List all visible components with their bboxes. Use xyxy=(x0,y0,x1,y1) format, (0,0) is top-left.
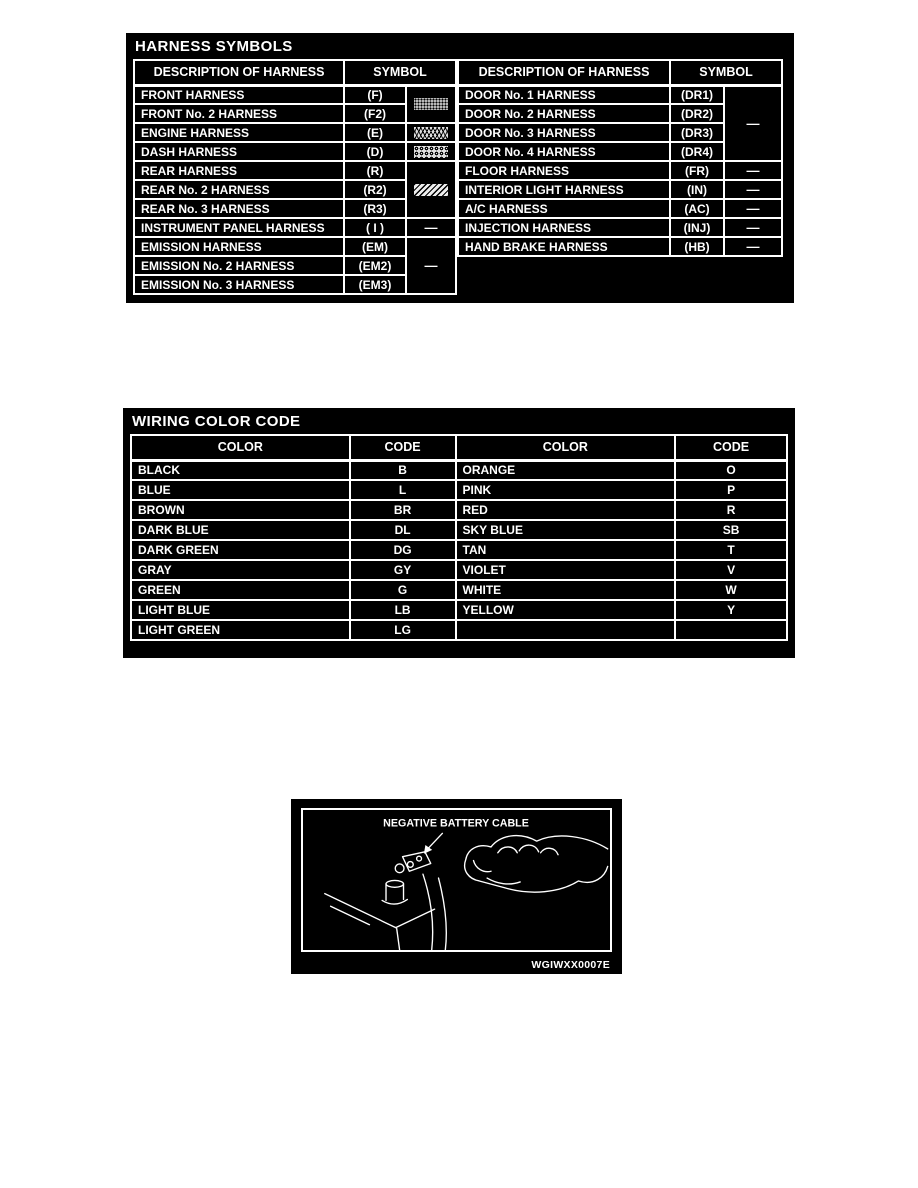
code-cell: V xyxy=(675,560,787,580)
code-cell: (EM) xyxy=(344,237,406,256)
figure-code: WGIWXX0007E xyxy=(531,959,610,971)
table-row xyxy=(131,500,787,520)
code-cell: (HB) xyxy=(670,237,724,256)
symbol-cell xyxy=(406,123,456,142)
symbol-cell xyxy=(406,85,456,123)
code-cell: (D) xyxy=(344,142,406,161)
cable-terminal xyxy=(395,852,430,873)
table-row xyxy=(131,540,787,560)
table-row xyxy=(458,85,782,104)
color-cell: LIGHT BLUE xyxy=(131,600,350,620)
code-cell: P xyxy=(675,480,787,500)
desc-cell: DASH HARNESS xyxy=(134,142,344,161)
harness-symbols-panel xyxy=(126,33,794,303)
hand-drawing xyxy=(465,836,608,893)
code-cell: (DR1) xyxy=(670,85,724,104)
desc-cell: INJECTION HARNESS xyxy=(458,218,670,237)
code-cell: O xyxy=(675,460,787,480)
figure-label: NEGATIVE BATTERY CABLE xyxy=(383,817,529,830)
code-cell: (R2) xyxy=(344,180,406,199)
table-row xyxy=(134,123,456,142)
desc-cell: ENGINE HARNESS xyxy=(134,123,344,142)
color-cell: ORANGE xyxy=(456,460,676,480)
color-cell: TAN xyxy=(456,540,676,560)
code-header: CODE xyxy=(675,435,787,460)
code-header: CODE xyxy=(350,435,456,460)
code-cell: LG xyxy=(350,620,456,640)
desc-cell: DOOR No. 4 HARNESS xyxy=(458,142,670,161)
speckle-hatch-icon xyxy=(414,98,448,110)
harness-symbols-title: HARNESS SYMBOLS xyxy=(135,38,293,55)
header-row xyxy=(131,435,787,460)
color-cell: BLACK xyxy=(131,460,350,480)
code-cell: (DR2) xyxy=(670,104,724,123)
cable-lines xyxy=(423,874,446,950)
code-cell: (IN) xyxy=(670,180,724,199)
table-row xyxy=(131,560,787,580)
table-row xyxy=(134,161,456,180)
symbol-header: SYMBOL xyxy=(670,60,782,85)
color-cell: SKY BLUE xyxy=(456,520,676,540)
table-row xyxy=(131,580,787,600)
desc-cell: FRONT No. 2 HARNESS xyxy=(134,104,344,123)
code-cell: ( I ) xyxy=(344,218,406,237)
symbol-cell: — xyxy=(724,180,782,199)
wiring-color-code-tables xyxy=(123,434,795,648)
harness-symbols-tables xyxy=(126,59,794,302)
table-row xyxy=(458,237,782,256)
symbol-cell: — xyxy=(724,218,782,237)
desc-cell: REAR No. 2 HARNESS xyxy=(134,180,344,199)
symbol-cell: — xyxy=(406,218,456,237)
code-cell: (FR) xyxy=(670,161,724,180)
code-cell: Y xyxy=(675,600,787,620)
desc-cell: DOOR No. 2 HARNESS xyxy=(458,104,670,123)
color-cell: BROWN xyxy=(131,500,350,520)
negative-battery-cable-illustration xyxy=(303,810,610,950)
symbol-cell: — xyxy=(724,161,782,180)
label-arrow-icon xyxy=(424,833,442,853)
desc-cell: REAR No. 3 HARNESS xyxy=(134,199,344,218)
empty-cell xyxy=(456,620,676,640)
desc-cell: HAND BRAKE HARNESS xyxy=(458,237,670,256)
color-cell: YELLOW xyxy=(456,600,676,620)
table-row xyxy=(134,237,456,256)
table-row xyxy=(131,520,787,540)
header-row xyxy=(458,60,782,85)
color-cell: DARK BLUE xyxy=(131,520,350,540)
code-cell: (DR4) xyxy=(670,142,724,161)
code-cell: LB xyxy=(350,600,456,620)
wiring-color-code-panel xyxy=(123,408,795,658)
color-cell: VIOLET xyxy=(456,560,676,580)
desc-cell: REAR HARNESS xyxy=(134,161,344,180)
code-cell: L xyxy=(350,480,456,500)
code-cell: BR xyxy=(350,500,456,520)
code-cell: (F2) xyxy=(344,104,406,123)
desc-cell: FRONT HARNESS xyxy=(134,85,344,104)
desc-cell: EMISSION HARNESS xyxy=(134,237,344,256)
code-cell: GY xyxy=(350,560,456,580)
code-cell: (R3) xyxy=(344,199,406,218)
code-cell: (EM3) xyxy=(344,275,406,294)
empty-cell xyxy=(675,620,787,640)
cross-hatch-icon xyxy=(414,127,448,139)
table-row xyxy=(134,218,456,237)
code-cell: SB xyxy=(675,520,787,540)
desc-cell: FLOOR HARNESS xyxy=(458,161,670,180)
color-header: COLOR xyxy=(131,435,350,460)
color-header: COLOR xyxy=(456,435,676,460)
description-header: DESCRIPTION OF HARNESS xyxy=(134,60,344,85)
symbol-header: SYMBOL xyxy=(344,60,456,85)
color-cell: RED xyxy=(456,500,676,520)
table-row xyxy=(131,460,787,480)
table-row xyxy=(458,199,782,218)
code-cell: (E) xyxy=(344,123,406,142)
code-cell: DG xyxy=(350,540,456,560)
color-cell: LIGHT GREEN xyxy=(131,620,350,640)
table-row xyxy=(131,600,787,620)
figure-frame xyxy=(301,808,612,952)
code-cell: (R) xyxy=(344,161,406,180)
table-row xyxy=(131,620,787,640)
table-row xyxy=(458,161,782,180)
color-cell: BLUE xyxy=(131,480,350,500)
desc-cell: A/C HARNESS xyxy=(458,199,670,218)
wiring-color-code-title: WIRING COLOR CODE xyxy=(132,413,301,430)
symbol-cell: — xyxy=(724,199,782,218)
harness-table-left xyxy=(133,59,457,295)
code-cell: W xyxy=(675,580,787,600)
code-cell: (AC) xyxy=(670,199,724,218)
table-row xyxy=(458,218,782,237)
desc-cell: DOOR No. 3 HARNESS xyxy=(458,123,670,142)
symbol-cell xyxy=(406,161,456,218)
code-cell: DL xyxy=(350,520,456,540)
code-cell: (INJ) xyxy=(670,218,724,237)
color-cell: DARK GREEN xyxy=(131,540,350,560)
code-cell: (EM2) xyxy=(344,256,406,275)
description-header: DESCRIPTION OF HARNESS xyxy=(458,60,670,85)
table-row xyxy=(458,180,782,199)
symbol-cell xyxy=(406,142,456,161)
table-row xyxy=(134,85,456,104)
color-cell: WHITE xyxy=(456,580,676,600)
wiring-color-table xyxy=(130,434,788,641)
color-cell: GREEN xyxy=(131,580,350,600)
desc-cell: EMISSION No. 3 HARNESS xyxy=(134,275,344,294)
symbol-cell: — xyxy=(406,237,456,294)
header-row xyxy=(134,60,456,85)
desc-cell: DOOR No. 1 HARNESS xyxy=(458,85,670,104)
battery-edge-lines xyxy=(325,894,435,950)
code-cell: (F) xyxy=(344,85,406,104)
symbol-cell: — xyxy=(724,85,782,161)
diagonal-hatch-icon xyxy=(414,184,448,196)
harness-table-right xyxy=(457,59,783,257)
ring-hatch-icon xyxy=(414,146,448,158)
code-cell: R xyxy=(675,500,787,520)
color-cell: PINK xyxy=(456,480,676,500)
code-cell: T xyxy=(675,540,787,560)
code-cell: G xyxy=(350,580,456,600)
symbol-cell: — xyxy=(724,237,782,256)
battery-post xyxy=(382,880,407,904)
table-row xyxy=(134,142,456,161)
desc-cell: INTERIOR LIGHT HARNESS xyxy=(458,180,670,199)
battery-cable-figure-panel xyxy=(291,799,622,974)
table-row xyxy=(131,480,787,500)
desc-cell: EMISSION No. 2 HARNESS xyxy=(134,256,344,275)
color-cell: GRAY xyxy=(131,560,350,580)
desc-cell: INSTRUMENT PANEL HARNESS xyxy=(134,218,344,237)
code-cell: B xyxy=(350,460,456,480)
code-cell: (DR3) xyxy=(670,123,724,142)
